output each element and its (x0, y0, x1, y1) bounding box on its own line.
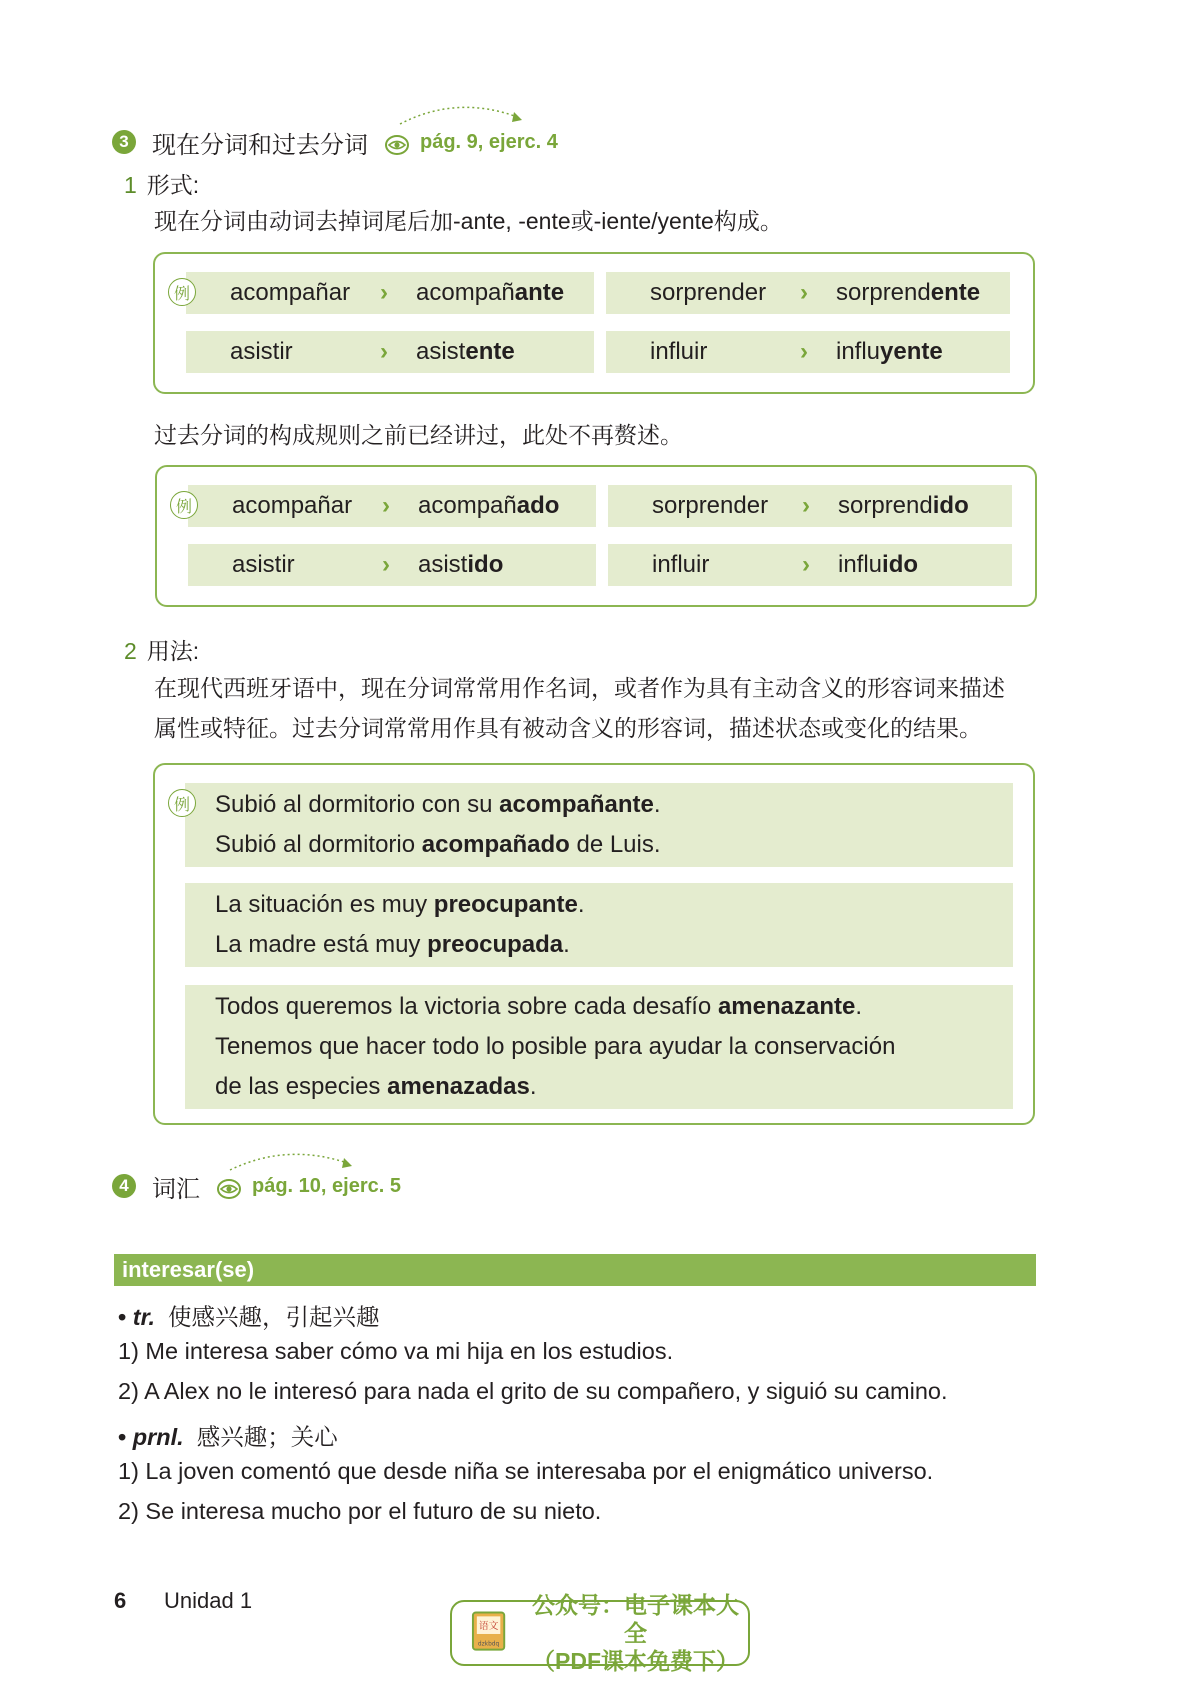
chevron-right-icon: › (380, 279, 388, 306)
svg-text:dzkbdq: dzkbdq (477, 1641, 500, 1648)
verb: sorprender (652, 492, 769, 519)
example-icon: 例 (170, 491, 198, 519)
verb: sorprender (650, 279, 767, 306)
participle: sorprendido (838, 492, 969, 519)
example-sentence: de las especies amenazadas. (215, 1073, 537, 1100)
subheading-number: 2 (124, 638, 137, 664)
paragraph: 在现代西班牙语中，现在分词常常用作名词，或者作为具有主动含义的形容词来描述 属性或特征。过去分词常常用作具有被动含义的形容词，描述状态或变化的结果。 (154, 675, 1005, 741)
example-box-usage (153, 763, 1035, 1125)
subheading-usage (124, 633, 199, 666)
paragraph: 现在分词由动词去掉词尾后加-ante, -ente或-iente/yente构成。 (154, 208, 783, 234)
example-sentence: Tenemos que hacer todo lo posible para ayudar la conservación (215, 1033, 896, 1060)
example-sentence: La madre está muy preocupada. (215, 931, 570, 958)
chevron-right-icon: › (382, 492, 390, 519)
section-number: 3 (112, 130, 136, 154)
chevron-right-icon: › (800, 338, 808, 365)
example-box-past-participle (155, 465, 1037, 607)
example-cell (186, 272, 594, 314)
example-cell (606, 331, 1010, 373)
verb: asistir (230, 338, 293, 365)
example-cell (186, 331, 594, 373)
verb: asistir (232, 551, 295, 578)
example-cell (188, 544, 596, 586)
example-group (185, 883, 1013, 967)
paragraph: 过去分词的构成规则之前已经讲过，此处不再赘述。 (154, 422, 683, 448)
section-title: 词汇 (152, 1175, 200, 1203)
section-3-header (112, 124, 558, 160)
participle: influyente (836, 338, 943, 365)
example-cell (606, 272, 1010, 314)
subheading-label: 用法: (146, 638, 200, 664)
example-group (185, 985, 1013, 1109)
badge-text: 公众号：电子课本大全 （PDF课本免费下） (532, 1592, 740, 1674)
vocab-example: 1) Me interesa saber cómo va mi hija en los estudios. (118, 1338, 674, 1364)
example-group (185, 783, 1013, 867)
watermark-badge (450, 1592, 750, 1674)
participle: asistente (416, 338, 515, 365)
verb: influir (650, 338, 708, 365)
page-number: 6 (114, 1588, 127, 1613)
book-icon (470, 1609, 511, 1657)
exercise-reference-link[interactable]: pág. 9, ejerc. 4 (420, 130, 558, 153)
chevron-right-icon: › (380, 338, 388, 365)
chevron-right-icon: › (802, 551, 810, 578)
subheading-number: 1 (124, 172, 137, 198)
participle: influido (838, 551, 919, 578)
chevron-right-icon: › (800, 279, 808, 306)
example-cell (188, 485, 596, 527)
section-number: 4 (112, 1174, 136, 1198)
example-sentence: Todos queremos la victoria sobre cada desafío amenazante. (215, 993, 863, 1020)
eye-icon (384, 134, 410, 156)
unit-label: Unidad 1 (164, 1588, 253, 1613)
participle: acompañado (418, 492, 560, 519)
example-sentence: La situación es muy preocupante. (215, 891, 585, 918)
exercise-reference-link[interactable]: pág. 10, ejerc. 5 (252, 1174, 401, 1197)
participle: sorprendente (836, 279, 981, 306)
vocab-entry-header: interesar(se) (114, 1254, 1036, 1286)
vocab-example: 2) A Alex no le interesó para nada el grito de su compañero, y siguió su camino. (118, 1378, 948, 1404)
example-sentence: Subió al dormitorio con su acompañante. (215, 791, 661, 818)
vocab-sense: • tr. 使感兴趣，引起兴趣 (118, 1304, 380, 1330)
vocab-example: 2) Se interesa mucho por el futuro de su nieto. (118, 1498, 602, 1524)
example-cell (608, 485, 1012, 527)
eye-icon (216, 1178, 242, 1200)
vocab-sense: • prnl. 感兴趣；关心 (118, 1424, 338, 1450)
example-box-present-participle (153, 252, 1035, 394)
svg-text:语文: 语文 (478, 1621, 499, 1633)
example-cell (608, 544, 1012, 586)
example-icon: 例 (168, 789, 196, 817)
section-title: 现在分词和过去分词 (152, 131, 368, 159)
subheading-label: 形式: (146, 172, 200, 198)
example-sentence: Subió al dormitorio acompañado de Luis. (215, 831, 661, 858)
verb: acompañar (230, 279, 351, 306)
example-icon: 例 (168, 278, 196, 306)
participle: acompañante (416, 279, 565, 306)
chevron-right-icon: › (382, 551, 390, 578)
chevron-right-icon: › (802, 492, 810, 519)
verb: acompañar (232, 492, 353, 519)
vocab-example: 1) La joven comentó que desde niña se interesaba por el enigmático universo. (118, 1458, 934, 1484)
subheading-form (124, 167, 199, 200)
verb: influir (652, 551, 710, 578)
section-4-header (112, 1168, 401, 1204)
participle: asistido (418, 551, 504, 578)
